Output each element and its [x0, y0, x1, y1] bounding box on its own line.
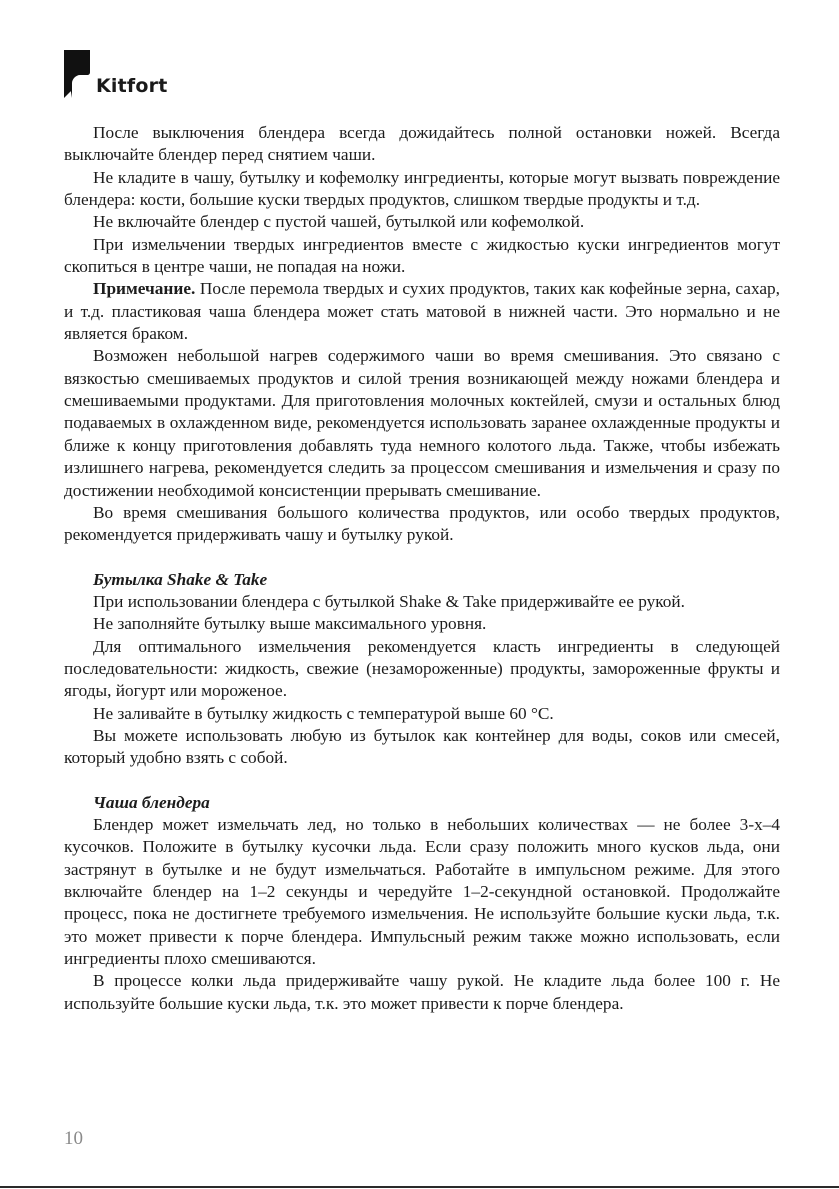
- paragraph: Вы можете использовать любую из бутылок как контейнер для воды, соков или смесей, который удобно взять с собой.: [64, 725, 780, 768]
- paragraph: Во время смешивания большого количества продуктов, или особо твердых продуктов, рекомендуется придерживать чашу и бутылку рукой.: [64, 502, 780, 545]
- paragraph: Возможен небольшой нагрев содержимого чаши во время смешивания. Это связано с вязкостью смешиваемых продуктов и силой трения возникающей между ножами блендера и смешиваемыми продуктами. Для приготовления молочных коктейлей, смузи и остальных блюд подаваемых в охлажденном виде, рекомендуется использовать заранее охлажденные продукты и ближе к концу приготовления добавлять туда немного колотого льда. Также, чтобы избежать излишнего нагрева, рекомендуется следить за процессом смешивания и измельчения и сразу по достижении необходимой консистенции прерывать смешивание.: [64, 346, 780, 500]
- section-title-bowl: Чаша блендера: [93, 792, 210, 812]
- section-gap: [64, 770, 780, 792]
- page-number: 10: [64, 1128, 83, 1149]
- paragraph: Блендер может измельчать лед, но только в небольших количествах — не более 3-х–4 кусочков. Положите в бутылку кусочки льда. Если сразу положить много кусков льда, они застрянут в бутылке и не будут измельчаться. Работайте в импульсном режиме. Для этого включайте блендер на 1–2 секунды и чередуйте 1–2-секундной остановкой. Продолжайте процесс, пока не достигнете требуемого измельчения. Не используйте большие куски льда, т.к. это может привести к порче блендера. Импульсный режим также можно использовать, если ингредиенты плохо смешиваются.: [64, 814, 780, 969]
- paragraph: Не включайте блендер с пустой чашей, бутылкой или кофемолкой.: [93, 212, 585, 232]
- page-content: [64, 122, 780, 1015]
- paragraph: В процессе колки льда придерживайте чашу рукой. Не кладите льда более 100 г. Не используйте большие куски льда, т.к. это может привести к порче блендера.: [64, 971, 780, 1013]
- paragraph: Не заполняйте бутылку выше максимального уровня.: [93, 614, 487, 634]
- kitfort-logo: [64, 50, 174, 100]
- note-label: Примечание.: [93, 279, 196, 299]
- paragraph: Не кладите в чашу, бутылку и кофемолку ингредиенты, которые могут вызвать повреждение блендера: кости, большие куски твердых продуктов, слишком твердые продукты и т.д.: [64, 167, 780, 210]
- paragraph: При использовании блендера с бутылкой Shake & Take придерживайте ее рукой.: [93, 591, 685, 611]
- paragraph: При измельчении твердых ингредиентов вместе с жидкостью куски ингредиентов могут скопиться в центре чаши, не попадая на ножи.: [64, 234, 780, 277]
- paragraph: После выключения блендера всегда дожидайтесь полной остановки ножей. Всегда выключайте блендер перед снятием чаши.: [64, 123, 780, 165]
- note-paragraph: [64, 278, 780, 345]
- section-gap: [64, 547, 780, 569]
- kitfort-logo-icon: [64, 50, 94, 100]
- paragraph: Не заливайте в бутылку жидкость с температурой выше 60 °C.: [93, 703, 554, 723]
- paragraph: Для оптимального измельчения рекомендуется класть ингредиенты в следующей последовательности: жидкость, свежие (незамороженные) продукты, замороженные фрукты и ягоды, йогурт или мороженое.: [64, 636, 780, 701]
- note-text: После перемола твердых и сухих продуктов, таких как кофейные зерна, сахар, и т.д. пластиковая чаша блендера может стать матовой в нижней части. Это нормально и не является браком.: [64, 279, 780, 344]
- section-title-bottle: Бутылка Shake & Take: [93, 569, 268, 589]
- brand-name: Kitfort: [96, 75, 168, 97]
- bottom-rule: [0, 1186, 839, 1188]
